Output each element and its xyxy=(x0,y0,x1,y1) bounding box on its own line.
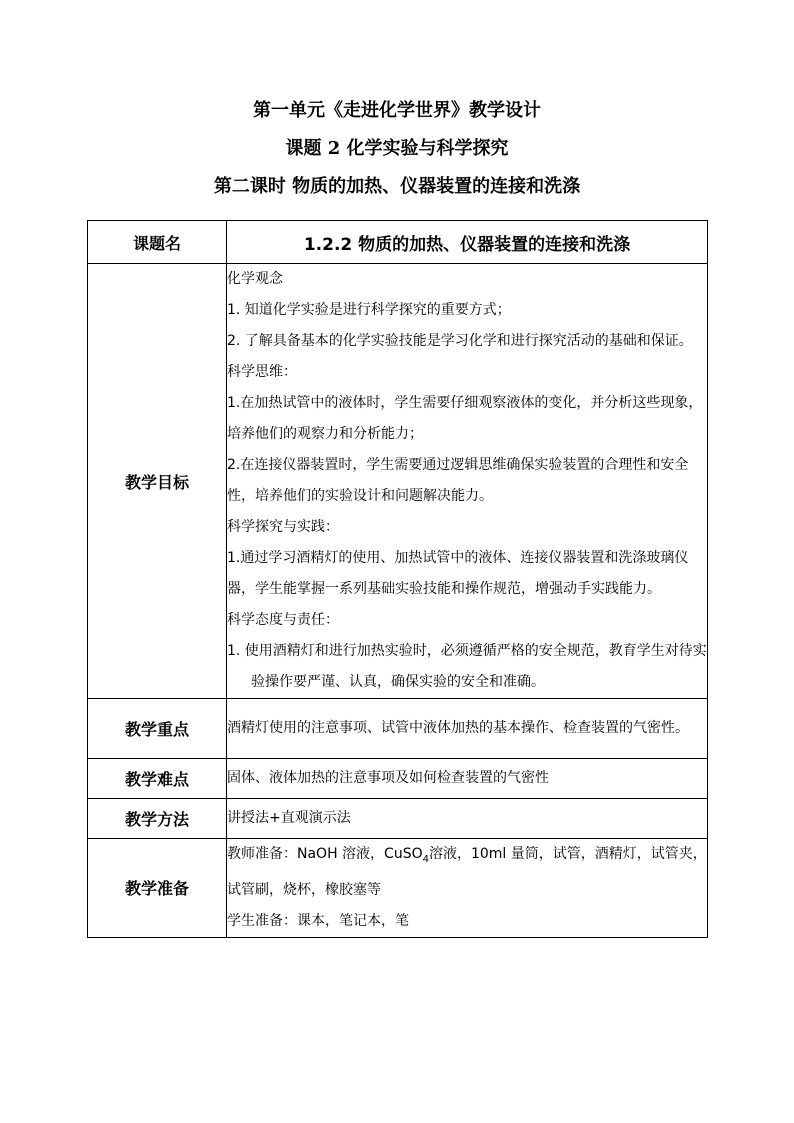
lesson-plan-table xyxy=(87,220,708,938)
table-row-difficulties xyxy=(88,759,708,799)
teacher-prep-rest: 溶液，10ml 量筒，试管，酒精灯，试管夹，试管刷，烧杯，橡胶塞等 xyxy=(227,846,707,898)
unit-title: 第一单元《走进化学世界》教学设计 xyxy=(253,100,541,121)
methods-label: 教学方法 xyxy=(88,799,227,839)
difficulties-value: 固体、液体加热的注意事项及如何检查装置的气密性 xyxy=(227,759,708,799)
difficulties-label: 教学难点 xyxy=(88,759,227,799)
objectives-section-title: 化学观念 xyxy=(227,271,283,287)
teacher-prep-subscript: 4 xyxy=(422,853,429,865)
table-row-objectives xyxy=(88,264,708,699)
key-points-label: 教学重点 xyxy=(88,699,227,759)
preparation-label: 教学准备 xyxy=(88,839,227,938)
objectives-section-title: 科学态度与责任： xyxy=(227,612,339,628)
methods-value: 讲授法+直观演示法 xyxy=(227,799,708,839)
student-preparation: 学生准备：课本，笔记本，笔 xyxy=(227,912,409,929)
objectives-item: 1. 使用酒精灯和进行加热实验时，必须遵循严格的安全规范，教育学生对待实验操作要严谨、认真，确保实验的安全和准确。 xyxy=(227,643,707,690)
table-row-methods xyxy=(88,799,708,839)
objectives-item: 1. 知道化学实验是进行科学探究的重要方式； xyxy=(227,302,511,318)
objectives-content xyxy=(227,264,708,699)
teacher-preparation xyxy=(227,839,707,906)
objectives-paragraph: 1.在加热试管中的液体时，学生需要仔细观察液体的变化，并分析这些现象，培养他们的观察力和分析能力； xyxy=(227,395,703,442)
objectives-section-title: 科学探究与实践： xyxy=(227,519,339,535)
key-points-value: 酒精灯使用的注意事项、试管中液体加热的基本操作、检查装置的气密性。 xyxy=(227,699,708,759)
topic-value: 1.2.2 物质的加热、仪器装置的连接和洗涤 xyxy=(227,221,708,264)
objectives-paragraph: 2.在连接仪器装置时，学生需要通过逻辑思维确保实验装置的合理性和安全性，培养他们的实验设计和问题解决能力。 xyxy=(227,457,689,504)
objectives-paragraph: 1.通过学习酒精灯的使用、加热试管中的液体、连接仪器装置和洗涤玻璃仪器，学生能掌握一系列基础实验技能和操作规范，增强动手实践能力。 xyxy=(227,550,689,597)
document-titles xyxy=(0,100,794,198)
teacher-prep-start: 教师准备：NaOH 溶液，CuSO xyxy=(227,846,423,862)
objectives-label: 教学目标 xyxy=(88,264,227,699)
preparation-content xyxy=(227,839,708,938)
table-row-preparation xyxy=(88,839,708,938)
objectives-item: 2. 了解具备基本的化学实验技能是学习化学和进行探究活动的基础和保证。 xyxy=(227,333,693,349)
table-row-topic xyxy=(88,221,708,264)
topic-label: 课题名 xyxy=(88,221,227,264)
topic-title: 课题 2 化学实验与科学探究 xyxy=(285,138,509,159)
objectives-section-title: 科学思维： xyxy=(227,364,297,380)
lesson-title: 第二课时 物质的加热、仪器装置的连接和洗涤 xyxy=(213,176,581,197)
table-row-key-points xyxy=(88,699,708,759)
